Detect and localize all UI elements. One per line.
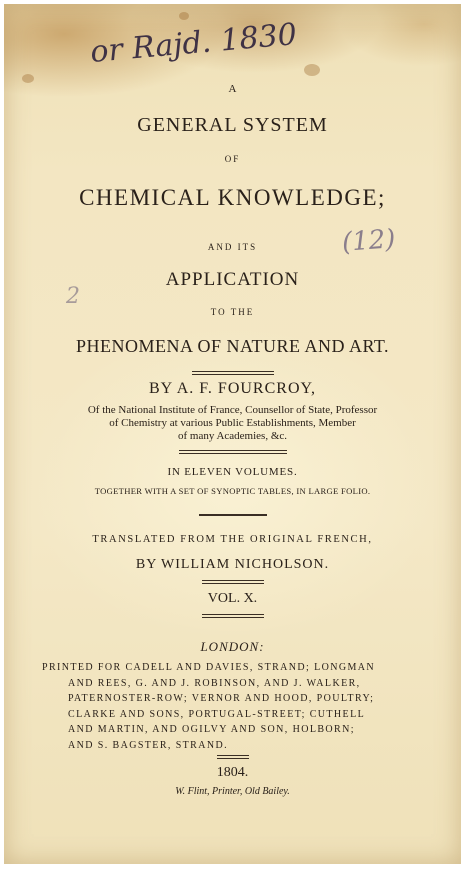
divider-rule	[199, 514, 267, 516]
author-credentials-3: of many Academies, &c.	[177, 430, 288, 442]
imprint-line: PATERNOSTER-ROW; VERNOR AND HOOD, POULTRY;	[68, 693, 375, 704]
title-phenomena: PHENOMENA OF NATURE AND ART.	[75, 336, 390, 356]
author-credentials-2: of Chemistry at various Public Establishments, Member	[109, 417, 356, 429]
translation-line: TRANSLATED FROM THE ORIGINAL FRENCH,	[92, 534, 373, 545]
author-credentials-1: Of the National Institute of France, Counsellor of State, Professor	[87, 404, 378, 416]
imprint-city: LONDON:	[200, 639, 265, 654]
volume-number: VOL. X.	[207, 591, 258, 606]
main-title: GENERAL SYSTEM	[137, 114, 328, 136]
handwritten-note: or Rajd. 1830	[88, 17, 299, 70]
title-and-its: AND ITS	[207, 242, 258, 252]
printer-line: W. Flint, Printer, Old Bailey.	[175, 786, 290, 797]
title-article: A	[228, 83, 237, 95]
imprint-line: AND MARTIN, AND OGILVY AND SON, HOLBORN;	[68, 724, 355, 735]
imprint-line: AND REES, G. AND J. ROBINSON, AND J. WALKER,	[68, 677, 361, 689]
imprint-year: 1804.	[216, 765, 249, 780]
subject-title: CHEMICAL KNOWLEDGE;	[79, 185, 386, 210]
stain	[22, 74, 34, 83]
imprint-line: AND S. BAGSTER, STRAND.	[68, 739, 228, 751]
divider-rule	[217, 755, 249, 759]
title-page	[4, 4, 461, 864]
tables-line: TOGETHER WITH A SET OF SYNOPTIC TABLES, IN LARGE FOLIO.	[94, 486, 371, 496]
author-line: BY A. F. FOURCROY,	[149, 380, 316, 397]
imprint-block	[42, 660, 417, 753]
translator-line: BY WILLIAM NICHOLSON.	[135, 557, 330, 572]
handwritten-shelfmark: (12)	[341, 224, 397, 258]
handwritten-margin-note: 2	[66, 284, 80, 309]
divider-rule	[192, 371, 274, 375]
divider-rule	[202, 614, 264, 618]
title-of: OF	[224, 154, 241, 164]
stain	[304, 64, 320, 76]
imprint-line: CLARKE AND SONS, PORTUGAL-STREET; CUTHELL	[68, 708, 366, 720]
divider-rule	[202, 580, 264, 584]
volumes-line: IN ELEVEN VOLUMES.	[167, 466, 298, 478]
title-to-the: TO THE	[210, 307, 255, 317]
divider-rule	[179, 450, 287, 454]
imprint-line: PRINTED FOR CADELL AND DAVIES, STRAND; LONGMAN	[42, 662, 376, 673]
title-application: APPLICATION	[165, 269, 300, 290]
stain	[179, 12, 189, 20]
